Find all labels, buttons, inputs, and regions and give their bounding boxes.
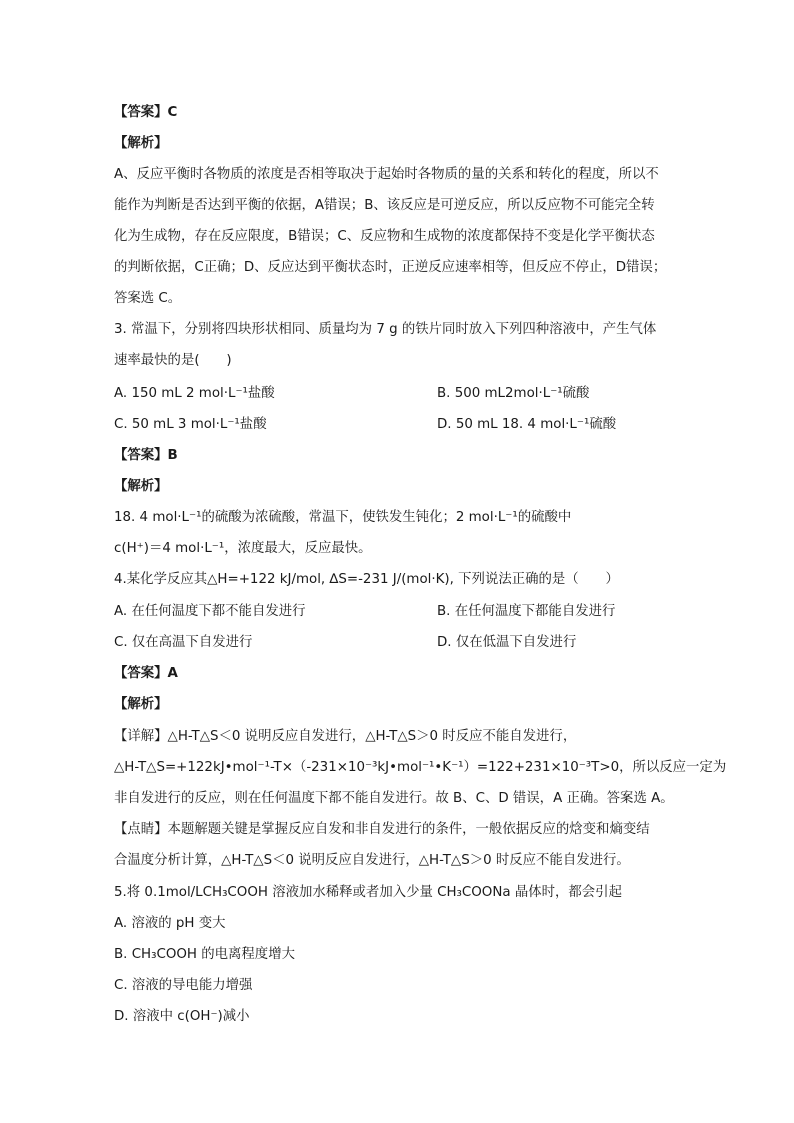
q3-analysis-heading: 【解析】 — [114, 479, 168, 494]
q3-stem-line: 3. 常温下，分别将四块形状相同、质量均为 7 g 的铁片同时放入下列四种溶液中，产生气体 — [114, 322, 657, 337]
q5-option-d: D. 溶液中 c(OH⁻)减小 — [114, 1009, 250, 1024]
q4-stem: 4.某化学反应其△H=+122 kJ/mol, ∆S=-231 J/(mol·K), 下列说法正确的是（ ） — [114, 572, 619, 587]
q4-option-a: A. 在任何温度下都不能自发进行 — [114, 604, 306, 619]
q4-answer: 【答案】A — [114, 666, 178, 681]
q4-detail-line: 【详解】△H-T△S＜0 说明反应自发进行，△H-T△S＞0 时反应不能自发进行， — [114, 729, 577, 744]
q2-analysis-line: 能作为判断是否达到平衡的依据，A错误；B、该反应是可逆反应，所以反应物不可能完全转 — [114, 198, 655, 213]
q3-analysis-line: c(H⁺)＝4 mol·L⁻¹，浓度最大，反应最快。 — [114, 541, 372, 556]
q5-option-a: A. 溶液的 pH 变大 — [114, 916, 226, 931]
q3-option-a: A. 150 mL 2 mol·L⁻¹盐酸 — [114, 386, 275, 401]
q4-option-d: D. 仅在低温下自发进行 — [437, 635, 577, 650]
q4-detail-line: 非自发进行的反应，则在任何温度下都不能自发进行。故 B、C、D 错误，A 正确。答案选 A。 — [114, 791, 674, 806]
q3-option-d: D. 50 mL 18. 4 mol·L⁻¹硫酸 — [437, 417, 617, 432]
q2-answer: 【答案】C — [114, 105, 178, 120]
q4-analysis-heading: 【解析】 — [114, 697, 168, 712]
q4-tip-line: 合温度分析计算，△H-T△S＜0 说明反应自发进行，△H-T△S＞0 时反应不能自发进行。 — [114, 853, 630, 868]
q3-stem-line: 速率最快的是( ) — [114, 353, 232, 368]
q3-answer: 【答案】B — [114, 448, 178, 463]
q4-option-b: B. 在任何温度下都能自发进行 — [437, 604, 616, 619]
q4-tip-line: 【点睛】本题解题关键是掌握反应自发和非自发进行的条件，一般依据反应的焓变和熵变结 — [114, 822, 650, 837]
q4-option-c: C. 仅在高温下自发进行 — [114, 635, 253, 650]
q2-analysis-line: 的判断依据，C正确；D、反应达到平衡状态时，正逆反应速率相等，但反应不停止，D错误； — [114, 260, 667, 275]
q3-option-c: C. 50 mL 3 mol·L⁻¹盐酸 — [114, 417, 267, 432]
q2-analysis-heading: 【解析】 — [114, 136, 168, 151]
q5-stem: 5.将 0.1mol/LCH₃COOH 溶液加水稀释或者加入少量 CH₃COONa 晶体时，都会引起 — [114, 885, 622, 900]
q5-option-b: B. CH₃COOH 的电离程度增大 — [114, 947, 295, 962]
q3-option-b: B. 500 mL2mol·L⁻¹硫酸 — [437, 386, 590, 401]
q4-detail-line: △H-T△S=+122kJ•mol⁻¹-T×（-231×10⁻³kJ•mol⁻¹•K⁻¹）=122+231×10⁻³T>0，所以反应一定为 — [114, 760, 727, 775]
q3-analysis-line: 18. 4 mol·L⁻¹的硫酸为浓硫酸，常温下，使铁发生钝化；2 mol·L⁻¹的硫酸中 — [114, 510, 572, 525]
q2-analysis-line: 答案选 C。 — [114, 291, 182, 306]
q5-option-c: C. 溶液的导电能力增强 — [114, 978, 253, 993]
q2-analysis-line: A、反应平衡时各物质的浓度是否相等取决于起始时各物质的量的关系和转化的程度，所以不 — [114, 167, 659, 182]
q2-analysis-line: 化为生成物，存在反应限度，B错误；C、反应物和生成物的浓度都保持不变是化学平衡状态 — [114, 229, 655, 244]
